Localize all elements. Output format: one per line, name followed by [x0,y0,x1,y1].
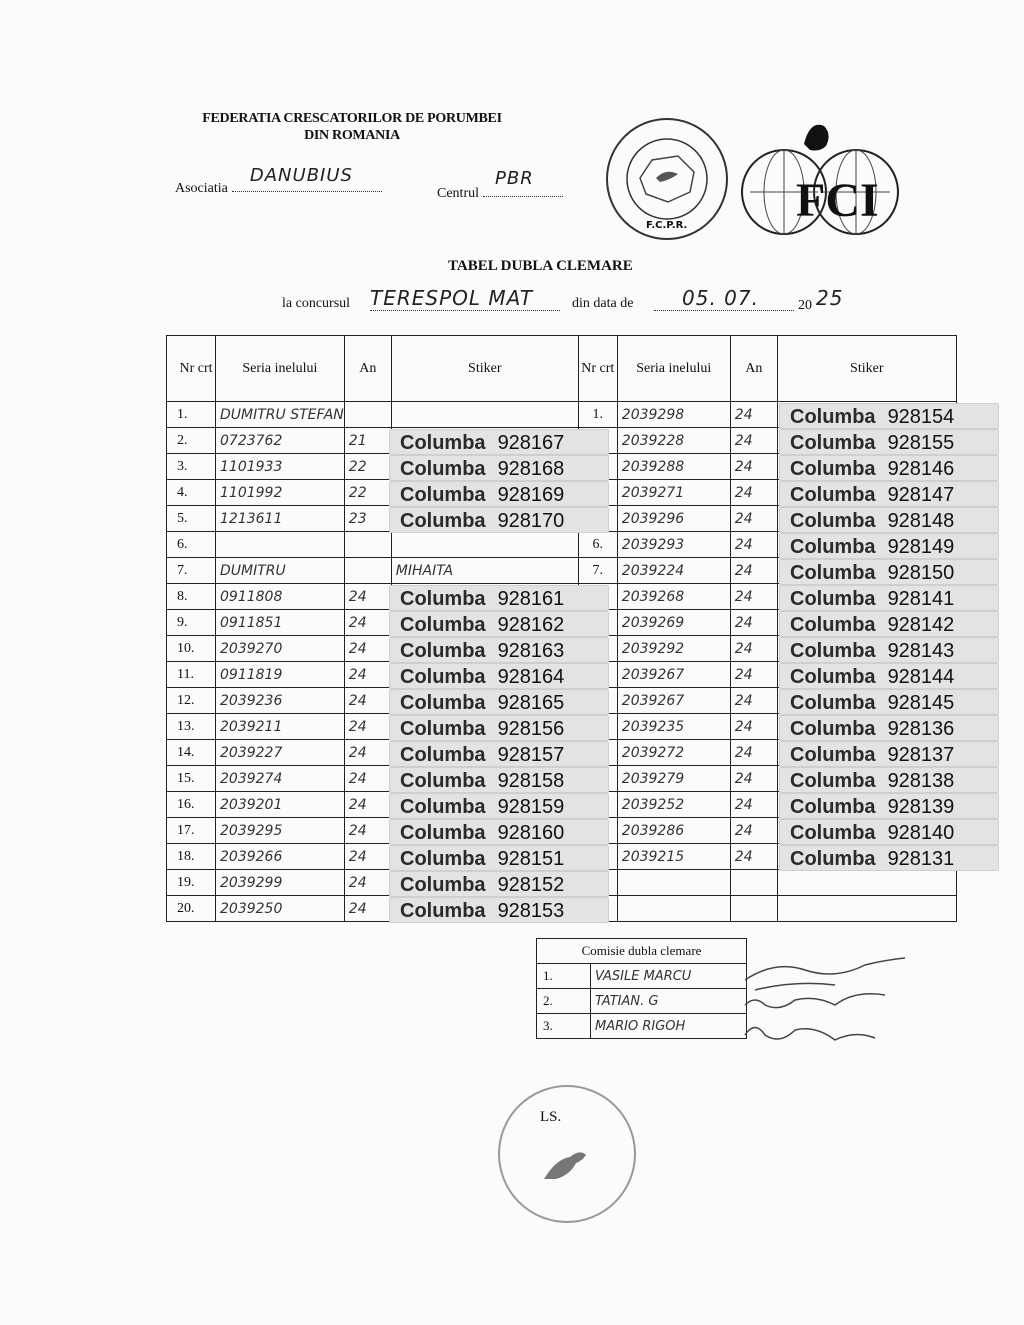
sticker-brand: Columba [400,796,486,818]
columba-sticker [779,559,999,585]
sticker-brand: Columba [400,744,486,766]
ring-serial: 1101933 [216,454,345,480]
ring-serial-right: 2039269 [617,610,730,636]
ring-year: 24 [344,636,391,662]
fci-letters: FCI [796,174,879,227]
row-nr: 19. [167,870,216,896]
sticker-number: 928136 [887,718,955,740]
ring-serial: 0911819 [216,662,345,688]
asociatia-value: DANUBIUS [249,165,353,186]
asociatia-label: Asociatia [175,181,228,196]
table-header-row [167,336,957,402]
sticker-brand: Columba [790,562,876,584]
columba-sticker [389,819,609,845]
columba-sticker [389,663,609,689]
sticker-brand: Columba [400,770,486,792]
year-value: 25 [816,286,844,310]
ring-serial-right: 2039272 [617,740,730,766]
sticker-brand: Columba [790,588,876,610]
row-nr: 18. [167,844,216,870]
ring-year: 24 [344,662,391,688]
columba-sticker [779,481,999,507]
sticker-brand: Columba [400,822,486,844]
ring-serial-right: 2039288 [617,454,730,480]
ring-year-right: 24 [730,584,777,610]
ring-year-right: 24 [730,818,777,844]
date-value: 05. 07. [682,286,759,310]
ring-serial: 1101992 [216,480,345,506]
year-prefix: 20 [798,298,812,313]
ls-seal [498,1085,636,1223]
commission-row [537,964,747,989]
ring-year-right: 24 [730,844,777,870]
sticker-cell-right [777,870,956,896]
columba-sticker [389,715,609,741]
sticker-number: 928164 [497,666,565,688]
columba-sticker [389,481,609,507]
date-label: din data de [572,296,634,311]
columba-sticker [389,585,609,611]
ring-year: 22 [344,480,391,506]
ring-year [344,558,391,584]
row-nr: 14. [167,740,216,766]
sticker-brand: Columba [400,484,486,506]
contest-label: la concursul [282,296,351,311]
row-nr-right: 7. [578,558,617,584]
sticker-number: 928131 [887,848,955,870]
columba-sticker [779,663,999,689]
ring-year: 24 [344,610,391,636]
columba-sticker [389,611,609,637]
commission-row [537,989,747,1014]
sticker-number: 928168 [497,458,565,480]
columba-sticker [389,689,609,715]
ring-serial [216,532,345,558]
ring-serial: 2039250 [216,896,345,922]
commission-title: Comisie dubla clemare [537,939,747,964]
ring-serial: 1213611 [216,506,345,532]
ring-year: 21 [344,428,391,454]
asociatia-line [232,165,382,192]
ring-year-right [730,896,777,922]
row-nr: 16. [167,792,216,818]
contest-dots [370,310,560,311]
commission-table [536,938,747,1039]
centrul-line [483,168,563,197]
federation-country: DIN ROMANIA [304,128,400,143]
columba-sticker [779,767,999,793]
ring-year: 23 [344,506,391,532]
columba-sticker [779,455,999,481]
ring-serial-right [617,870,730,896]
ring-serial-right: 2039224 [617,558,730,584]
ring-serial: 2039270 [216,636,345,662]
header-nr-right: Nr crt [578,336,617,402]
header-an-right: An [730,336,777,402]
sticker-number: 928153 [497,900,565,922]
ring-year-right: 24 [730,662,777,688]
sticker-brand: Columba [400,510,486,532]
ring-serial: 0723762 [216,428,345,454]
ring-year-right: 24 [730,402,777,428]
sticker-brand: Columba [400,640,486,662]
centrul-label: Centrul [437,186,479,201]
columba-sticker [779,715,999,741]
signatures-graphic [735,950,915,1060]
ring-serial: 2039201 [216,792,345,818]
sticker-number: 928167 [497,432,565,454]
columba-sticker [779,845,999,871]
sticker-number: 928161 [497,588,565,610]
columba-sticker [389,455,609,481]
columba-sticker [779,533,999,559]
ring-year-right: 24 [730,740,777,766]
columba-sticker [779,403,999,429]
sticker-brand: Columba [790,744,876,766]
row-nr: 20. [167,896,216,922]
sticker-brand: Columba [400,848,486,870]
ring-year-right [730,870,777,896]
ring-year: 24 [344,844,391,870]
columba-sticker [779,585,999,611]
commission-name: VASILE MARCU [591,964,747,989]
header-nr: Nr crt [167,336,216,402]
ring-year-right: 24 [730,792,777,818]
sticker-brand: Columba [400,666,486,688]
columba-sticker [389,793,609,819]
ring-serial: 2039274 [216,766,345,792]
ring-serial: DUMITRU [216,558,345,584]
ring-year: 24 [344,818,391,844]
ring-serial: 2039211 [216,714,345,740]
sticker-brand: Columba [400,458,486,480]
sticker-number: 928152 [497,874,565,896]
sticker-brand: Columba [790,432,876,454]
ring-year: 24 [344,792,391,818]
sticker-brand: Columba [790,536,876,558]
sticker-number: 928160 [497,822,565,844]
ring-year: 24 [344,870,391,896]
row-nr: 3. [167,454,216,480]
ring-year-right: 24 [730,714,777,740]
columba-sticker [389,897,609,923]
federation-name: FEDERATIA CRESCATORILOR DE PORUMBEI [202,111,502,126]
sticker-number: 928169 [497,484,565,506]
sticker-number: 928154 [887,406,955,428]
columba-sticker [389,871,609,897]
contest-value: TERESPOL MAT [370,286,534,310]
ring-year-right: 24 [730,636,777,662]
sticker-brand: Columba [400,614,486,636]
row-nr: 11. [167,662,216,688]
columba-sticker [389,845,609,871]
sticker-brand: Columba [790,718,876,740]
sticker-brand: Columba [790,848,876,870]
sticker-number: 928151 [497,848,565,870]
sticker-brand: Columba [790,640,876,662]
sticker-number: 928145 [887,692,955,714]
sticker-number: 928142 [887,614,955,636]
sticker-brand: Columba [400,588,486,610]
ring-serial-right: 2039215 [617,844,730,870]
row-nr: 17. [167,818,216,844]
row-nr: 2. [167,428,216,454]
columba-sticker [779,741,999,767]
sticker-number: 928158 [497,770,565,792]
ring-year: 22 [344,454,391,480]
ring-serial: 2039299 [216,870,345,896]
ring-year [344,532,391,558]
sticker-brand: Columba [790,458,876,480]
columba-sticker [389,767,609,793]
commission-nr: 2. [537,989,591,1014]
header-stiker: Stiker [391,336,578,402]
commission-name: TATIAN. G [591,989,747,1014]
columba-sticker [779,507,999,533]
sticker-number: 928157 [497,744,565,766]
row-nr: 10. [167,636,216,662]
row-nr: 1. [167,402,216,428]
ring-serial-right: 2039286 [617,818,730,844]
pigeon-icon [536,1139,596,1189]
sticker-brand: Columba [790,510,876,532]
header-seria: Seria inelului [216,336,345,402]
sticker-number: 928155 [887,432,955,454]
centrul-value: PBR [495,168,534,189]
columba-sticker [779,689,999,715]
sticker-number: 928170 [497,510,565,532]
sticker-number: 928137 [887,744,955,766]
header-an: An [344,336,391,402]
row-nr: 4. [167,480,216,506]
sticker-brand: Columba [790,770,876,792]
sticker-brand: Columba [400,718,486,740]
sticker-number: 928140 [887,822,955,844]
sticker-number: 928143 [887,640,955,662]
ring-serial-right: 2039228 [617,428,730,454]
ring-serial: 0911851 [216,610,345,636]
ring-serial-right: 2039298 [617,402,730,428]
columba-sticker [779,429,999,455]
fcpr-stamp [606,118,728,240]
ring-year-right: 24 [730,480,777,506]
ring-serial-right: 2039235 [617,714,730,740]
sticker-brand: Columba [400,432,486,454]
ring-year: 24 [344,896,391,922]
date-dots [654,310,794,311]
ls-label: LS. [540,1109,562,1125]
row-nr: 12. [167,688,216,714]
row-nr: 13. [167,714,216,740]
ring-year: 24 [344,584,391,610]
ring-year: 24 [344,688,391,714]
sticker-brand: Columba [790,614,876,636]
sticker-cell-right [777,896,956,922]
sticker-number: 928162 [497,614,565,636]
sticker-brand: Columba [790,666,876,688]
form-title: TABEL DUBLA CLEMARE [448,258,633,274]
ring-serial: 2039236 [216,688,345,714]
sticker-brand: Columba [790,692,876,714]
ring-serial: DUMITRU STEFAN [216,402,345,428]
row-nr-right: 6. [578,532,617,558]
columba-sticker [779,819,999,845]
row-nr: 6. [167,532,216,558]
sticker-number: 928156 [497,718,565,740]
ring-serial: 2039227 [216,740,345,766]
ring-year-right: 24 [730,428,777,454]
federation-header [162,110,542,144]
columba-sticker [389,507,609,533]
columba-sticker [779,793,999,819]
sticker-number: 928144 [887,666,955,688]
fci-logo [740,112,900,242]
sticker-number: 928146 [887,458,955,480]
ring-year: 24 [344,714,391,740]
commission-row [537,1014,747,1039]
commission-nr: 1. [537,964,591,989]
sticker-number: 928148 [887,510,955,532]
header-seria-right: Seria inelului [617,336,730,402]
fci-logo-graphic [740,112,900,242]
commission-title-row [537,939,747,964]
ring-serial-right: 2039292 [617,636,730,662]
ring-serial-right: 2039267 [617,662,730,688]
sticker-brand: Columba [790,822,876,844]
ring-serial-right [617,896,730,922]
ring-year-right: 24 [730,610,777,636]
ring-year-right: 24 [730,454,777,480]
sticker-brand: Columba [400,874,486,896]
sticker-number: 928139 [887,796,955,818]
columba-sticker [389,429,609,455]
sticker-number: 928138 [887,770,955,792]
ring-year: 24 [344,766,391,792]
sticker-number: 928163 [497,640,565,662]
commission-nr: 3. [537,1014,591,1039]
row-nr: 9. [167,610,216,636]
sticker-brand: Columba [790,796,876,818]
ring-year-right: 24 [730,558,777,584]
sticker-brand: Columba [400,900,486,922]
sticker-number: 928165 [497,692,565,714]
asociatia-field [175,165,382,197]
ring-year-right: 24 [730,532,777,558]
ring-serial-right: 2039293 [617,532,730,558]
sticker-cell: MIHAITA [391,558,578,584]
sticker-number: 928141 [887,588,955,610]
sticker-brand: Columba [400,692,486,714]
contest-line [282,286,862,316]
sticker-brand: Columba [790,406,876,428]
sticker-cell [391,402,578,428]
ring-serial-right: 2039268 [617,584,730,610]
ring-year: 24 [344,740,391,766]
sticker-cell [391,532,578,558]
ring-serial: 2039266 [216,844,345,870]
columba-sticker [779,637,999,663]
sticker-number: 928150 [887,562,955,584]
sticker-number: 928147 [887,484,955,506]
sticker-number: 928149 [887,536,955,558]
ring-serial-right: 2039267 [617,688,730,714]
ring-serial-right: 2039279 [617,766,730,792]
ring-year-right: 24 [730,506,777,532]
ring-year-right: 24 [730,766,777,792]
centrul-field [437,168,563,202]
row-nr: 15. [167,766,216,792]
ring-year [344,402,391,428]
row-nr: 5. [167,506,216,532]
columba-sticker [389,741,609,767]
ring-serial-right: 2039271 [617,480,730,506]
header-stiker-right: Stiker [777,336,956,402]
commission-name: MARIO RIGOH [591,1014,747,1039]
sticker-brand: Columba [790,484,876,506]
ring-serial: 0911808 [216,584,345,610]
ring-serial: 2039295 [216,818,345,844]
ring-serial-right: 2039252 [617,792,730,818]
sticker-number: 928159 [497,796,565,818]
row-nr: 7. [167,558,216,584]
columba-sticker [779,611,999,637]
row-nr: 8. [167,584,216,610]
fcpr-abbr: F.C.P.R. [646,220,688,231]
row-nr-right: 1. [578,402,617,428]
columba-sticker [389,637,609,663]
ring-serial-right: 2039296 [617,506,730,532]
ring-year-right: 24 [730,688,777,714]
